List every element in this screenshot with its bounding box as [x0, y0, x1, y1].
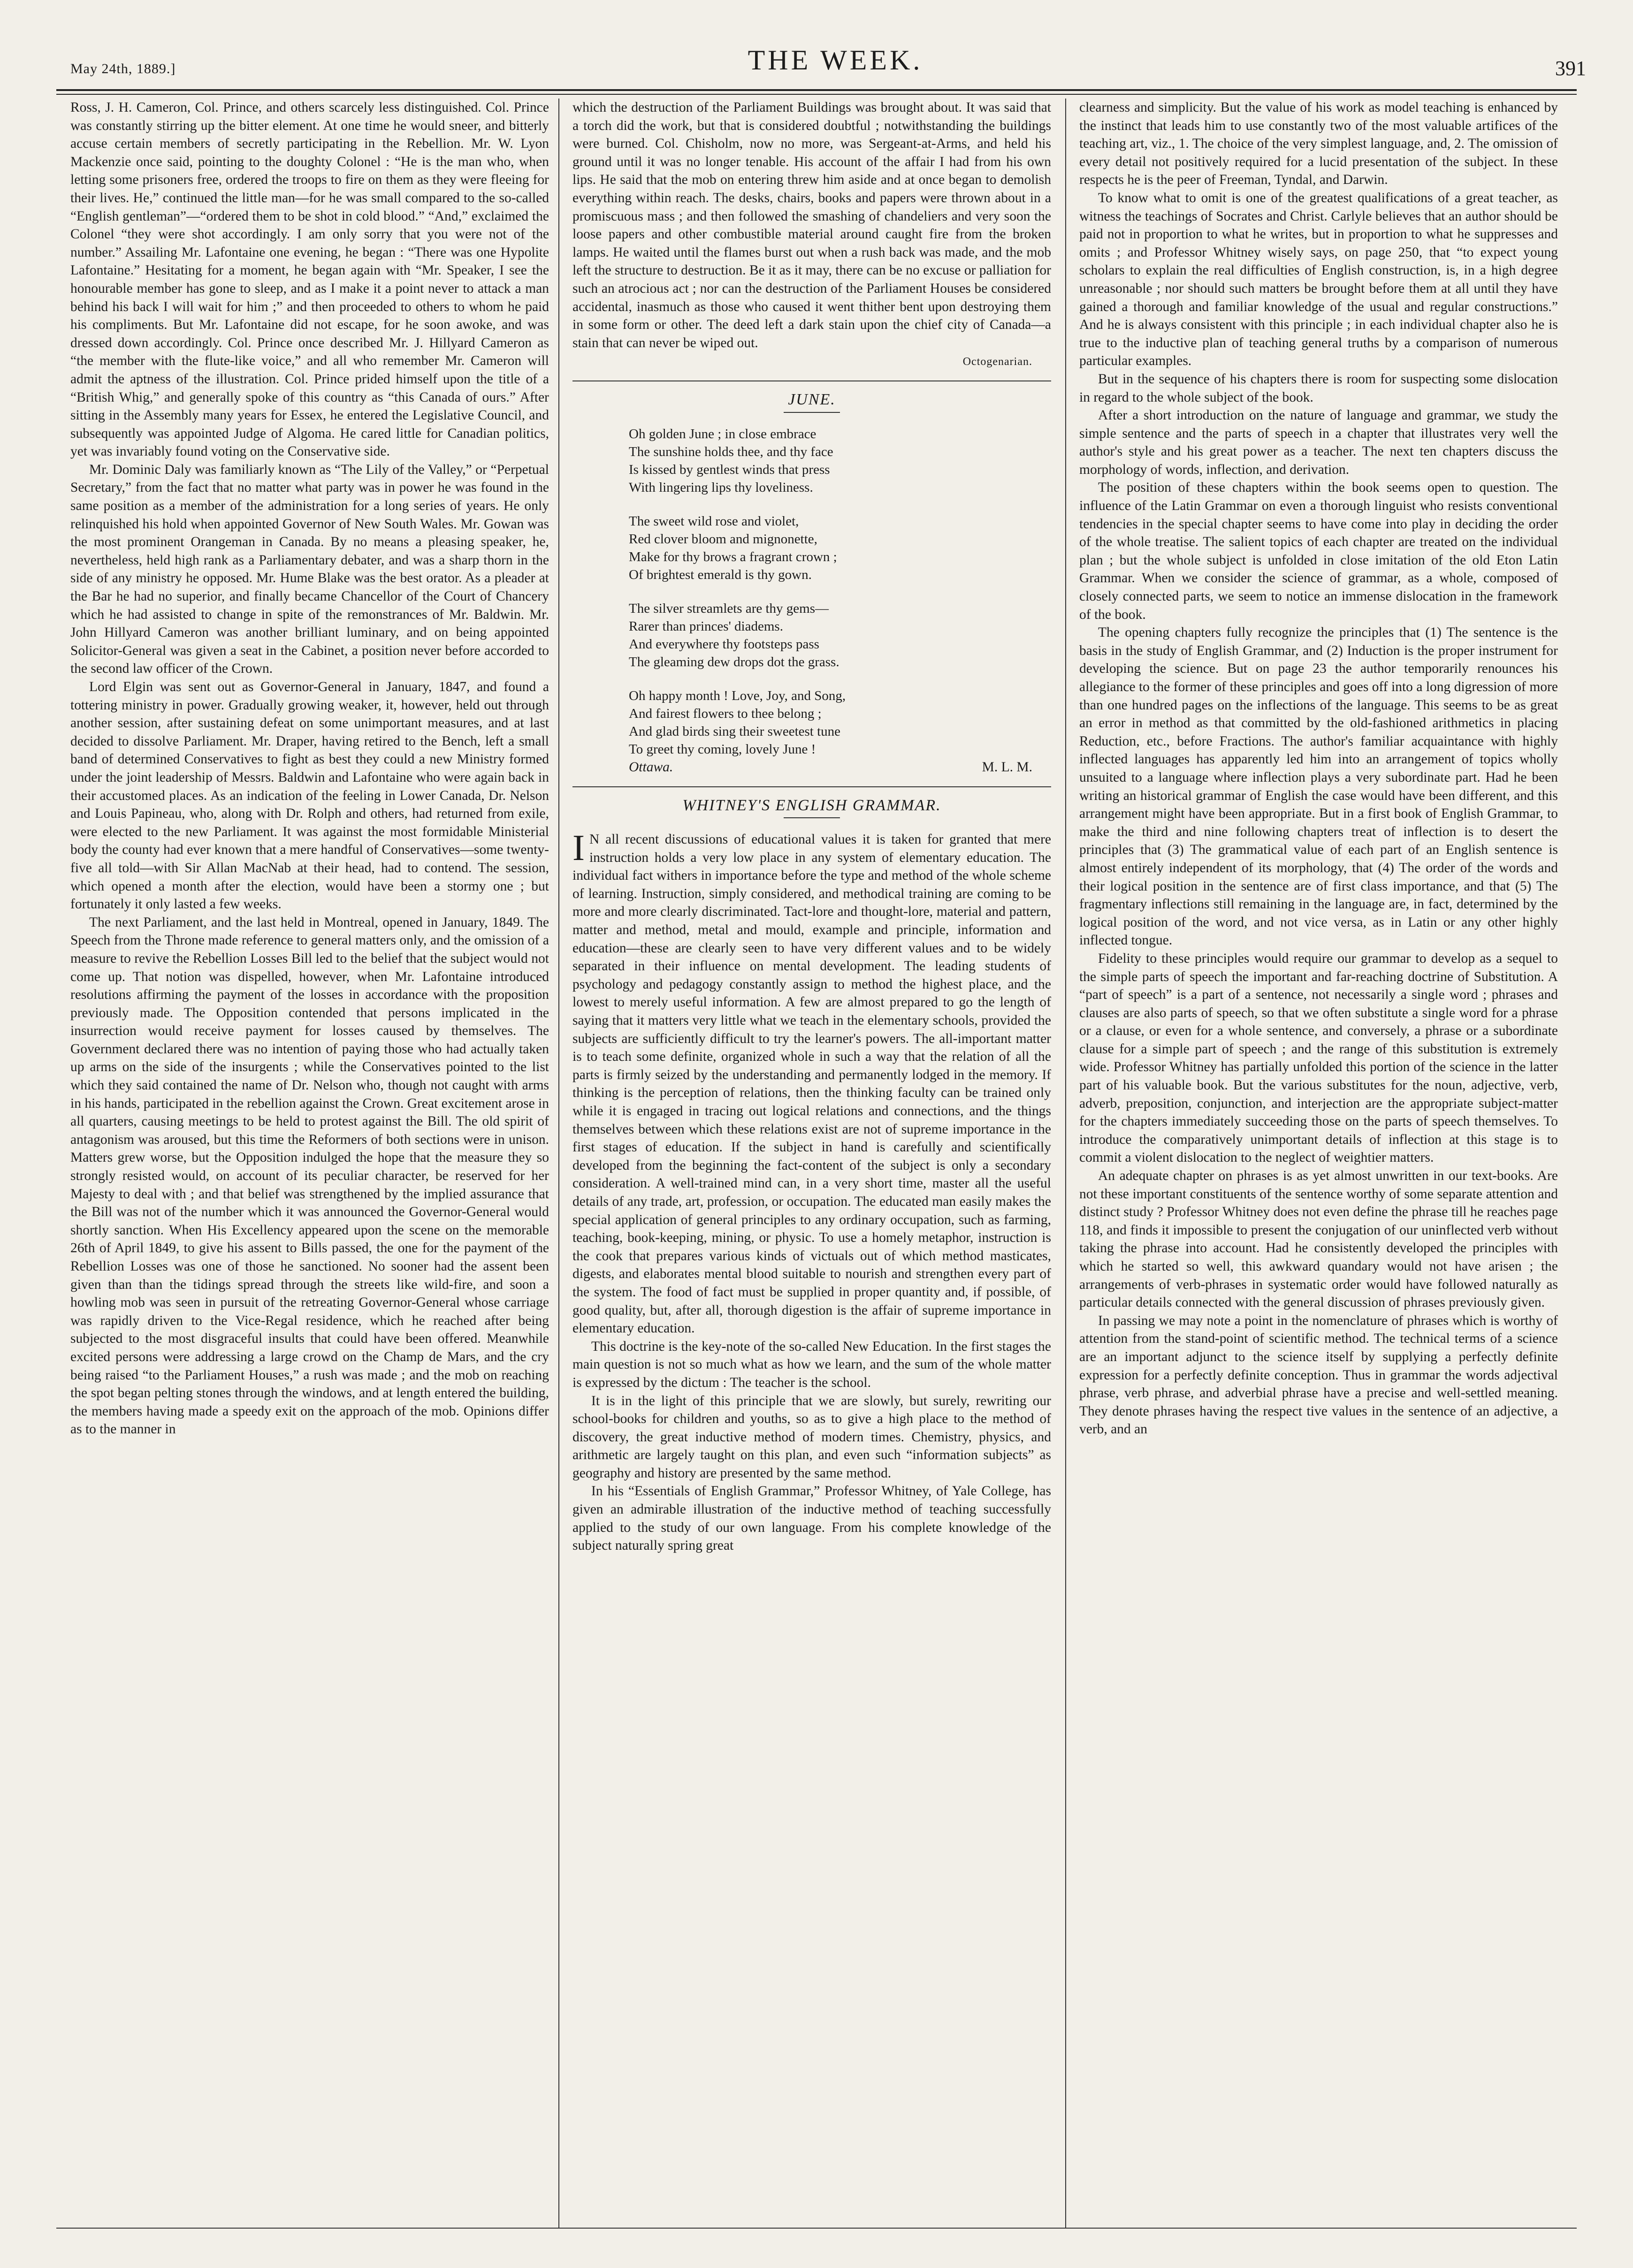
paragraph: Mr. Dominic Daly was familiarly known as “The Lily of the Valley,” or “Perpetual Secretary,” from the fact that no matter what party was in power he was found in the same position as a member of the administration for a long series of years. He only relinquished his hold when appointed Governor of New South Wales. Mr. Gowan was the most prominent Orangeman in Canada. By no means a pleasing speaker, he, nevertheless, held high rank as a Parliamentary debater, and was a sharp thorn in the side of any ministry he opposed. Mr. Hume Blake was the best orator. As a pleader at the Bar he had no superior, and finally became Chancellor of the Court of Chancery which he had assisted to change in spite of the remonstrances of Mr. Baldwin. Mr. John Hillyard Cameron was another brilliant luminary, and on being appointed Solicitor-General was given a seat in the Cabinet, a position never before accorded to the second law officer of the Crown.: [70, 462, 549, 677]
poem-line: The gleaming dew drops dot the grass.: [629, 654, 839, 670]
poem-stanza: [629, 687, 1051, 758]
paragraph: To know what to omit is one of the greatest qualifications of a great teacher, as witness the teachings of Socrates and Christ. Carlyle believes that an author should be paid not in proportion to what he writes, but in proportion to what he suppresses and omits ; and Professor Whitney wisely says, on page 250, that “to expect young scholars to explain the real difficulties of English construction, is, in a high degree unreasonable ; nor should such matters be brought before them at all until they have gained a thorough and familiar knowledge of the usual and regular constructions.” And he is always consistent with this principle ; in each individual chapter also he is true to the inductive plan of teaching general truths by a comparison of numerous particular examples.: [1079, 190, 1558, 369]
paragraph: The opening chapters fully recognize the principles that (1) The sentence is the basis in the study of English Grammar, and (2) Induction is the proper instrument for developing the science. But on page 23 the author temporarily renounces his allegiance to the former of these principles and goes off into a long digression of more than one hundred pages on the inflections of the language. This seems to be as great an error in method as that committed by the old-fashioned arithmetics in placing Reduction, etc., before Fractions. The author's familiar acquaintance with highly inflected languages has apparently led him into an arrangement of topics wholly unsuited to a language where inflection plays a very subordinate part. Had he been writing an historical grammar of English the case would have been different, and this arrangement might have been appropriate. But in a first book of English Grammar, to make the third and nine following chapters treat of inflection is to desert the principles that (3) The grammatical value of each part of an English sentence is almost entirely independent of its morphology, that (4) The order of the words and their logical position in the sentence are of first class importance, and that (5) The fragmentary inflections still remaining in the language are, in fact, determined by the logical position of the word, and not vice versa, as in Latin or any other highly inflected tongue.: [1079, 625, 1558, 948]
header-rule: [56, 89, 1577, 95]
poem-line: And glad birds sing their sweetest tune: [629, 723, 841, 739]
poem-line: Rarer than princes' diadems.: [629, 618, 783, 634]
poem-line: And everywhere thy footsteps pass: [629, 636, 819, 652]
page-number: 391: [1555, 57, 1586, 80]
poem-place: Ottawa.: [629, 759, 673, 775]
title-rule: [784, 412, 840, 413]
column-3: [1079, 99, 1558, 2219]
poem-stanza: [629, 600, 1051, 671]
paragraph: After a short introduction on the nature of language and grammar, we study the simple sentence and the parts of speech in a chapter that illustrates very well the author's style and his great power as a teacher. The next ten chapters discuss the morphology of words, inflection, and derivation.: [1079, 408, 1558, 477]
newspaper-page: [56, 38, 1614, 2243]
poem-line: The sweet wild rose and violet,: [629, 513, 799, 529]
poem-line: And fairest flowers to thee belong ;: [629, 706, 822, 721]
paragraph: Ross, J. H. Cameron, Col. Prince, and others scarcely less distinguished. Col. Prince was constantly stirring up the bitter element. At one time he would sneer, and bitterly accuse certain members of secretly participating in the Rebellion. Mr. W. Lyon Mackenzie once said, pointing to the doughty Colonel : “He is the man who, when letting some prisoners free, ordered the troops to fire on them as they were fleeing for their lives. He,” continued the little man—for he was small compared to the so-called “English gentleman”—“ordered them to be shot in cold blood.” “And,” exclaimed the Colonel “they were shot accordingly. I am only sorry that you were not of the number.” Assailing Mr. Lafontaine one evening, he began : “There was one Hypolite Lafontaine.” Hesitating for a moment, he began again with “Mr. Speaker, I see the honourable member has gone to sleep, and as I make it a point never to attack a man behind his back I will wait for him ;” and then proceeded to others to whom he paid his compliments. But Mr. Lafontaine did not escape, for he soon awoke, and was dressed down accordingly. Col. Prince once described Mr. J. Hillyard Cameron as “the member with the flute-like voice,” and all who remember Mr. Cameron will admit the aptness of the illustration. Col. Prince prided himself upon the title of a “British Whig,” and generally spoke of this country as “this Canada of ours.” After sitting in the Assembly many years for Essex, he entered the Legislative Council, and subsequently was appointed Judge of Algoma. He cared little for Canadian politics, yet was invariably found voting on the Conservative side.: [70, 100, 549, 459]
paragraph: which the destruction of the Parliament Buildings was brought about. It was said that a torch did the work, but that is considered doubtful ; notwithstanding the buildings were burned. Col. Chisholm, now no more, was Sergeant-at-Arms, and held his ground until it was no longer tenable. His account of the affair I had from his own lips. He said that the mob on entering threw him aside and at once began to demolish everything within reach. The desks, chairs, books and papers were thrown about in a promiscuous mass ; and then followed the smashing of chandeliers and very soon the loose papers and other combustible material around caught fire from the broken lamps. He waited until the flames burst out when a rush back was made, and the mob left the structure to destruction. Be it as it may, there can be no excuse or palliation for such an atrocious act ; nor can the destruction of the Parliament Houses be considered accidental, inasmuch as those who caused it went thither bent upon destroying them in some form or other. The deed left a dark stain upon the chief city of Canada—a stain that can never be wiped out.: [572, 100, 1051, 350]
paragraph: clearness and simplicity. But the value of his work as model teaching is enhanced by the instinct that leads him to use constantly two of the most valuable artifices of the teaching art, viz., 1. The choice of the very simplest language, and, 2. The omission of every detail not positively required for a lucid presentation of the subject. In these respects he is the peer of Freeman, Tyndal, and Darwin.: [1079, 100, 1558, 188]
poem-line: Make for thy brows a fragrant crown ;: [629, 549, 837, 564]
publication-title: THE WEEK.: [748, 45, 923, 76]
title-rule: [784, 817, 840, 818]
paragraph: The position of these chapters within the book seems open to question. The influence of the Latin Grammar on even a thorough linguist who resists conventional tendencies in the special chapter seems to have come into play in deciding the order of the whole treatise. The salient topics of each chapter are treated on the individual plan ; but the whole subject is unfolded in close imitation of the old Eton Latin Grammar. When we consider the science of grammar, as a whole, composed of closely connected parts, we seem to notice an immense dislocation in the framework of the book.: [1079, 480, 1558, 622]
issue-date: May 24th, 1889.]: [70, 61, 176, 76]
column-divider: [558, 99, 559, 2229]
poem-line: Oh golden June ; in close embrace: [629, 426, 816, 441]
drop-cap: I: [572, 827, 585, 868]
paragraph: Fidelity to these principles would require our grammar to develop as a sequel to the simple parts of speech the important and far-reaching doctrine of Substitution. A “part of speech” is a part of a sentence, not necessarily a single word ; phrases and clauses are also parts of speech, so that we often substitute a single word for a phrase or a clause, or even for a whole sentence, and conversely, a phrase or a subordinate clause for a simple part of speech ; and the range of this substitution is extremely wide. Professor Whitney has partially unfolded this portion of the science in the latter part of his valuable book. But the various substitutes for the noun, adjective, verb, adverb, preposition, conjunction, and interjection are the appropriate subject-matter for the chapters immediately succeeding those on the parts of speech themselves. To introduce the comparatively unimportant details of inflection at this stage is to commit a violent dislocation to the neglect of weightier matters.: [1079, 951, 1558, 1165]
poem-line: Oh happy month ! Love, Joy, and Song,: [629, 688, 846, 703]
paragraph: In his “Essentials of English Grammar,” Professor Whitney, of Yale College, has given an admirable illustration of the inductive method of teaching successfully applied to the study of our own language. From his complete knowledge of the subject naturally spring great: [572, 1484, 1051, 1553]
paragraph: [572, 827, 1051, 1338]
article-signature: Octogenarian.: [962, 356, 1032, 368]
poem-line: The sunshine holds thee, and thy face: [629, 444, 833, 459]
poem-stanza: [629, 512, 1051, 584]
poem-signature: [572, 758, 1051, 777]
section-divider: [572, 786, 1051, 787]
poem-line: Red clover bloom and mignonette,: [629, 531, 817, 547]
column-2: [572, 99, 1051, 2219]
poem-line: With lingering lips thy loveliness.: [629, 479, 813, 495]
poem-title: JUNE.: [788, 390, 836, 408]
paragraph: An adequate chapter on phrases is as yet almost unwritten in our text-books. Are not these important constituents of the sentence worthy of some separate attention and distinct study ? Professor Whitney does not even define the phrase till he reaches page 118, and finds it impossible to present the conjugation of our uninflected verb without taking the phrase into account. Had he consistently developed the principles with which he started so well, this awkward quandary would not have arisen ; the arrangements of verb-phrases in systematic order would have followed naturally as particular details connected with the general discussion of phrases previously given.: [1079, 1168, 1558, 1310]
paragraph: In passing we may note a point in the nomenclature of phrases which is worthy of attention from the stand-point of scientific method. The technical terms of a science are an important adjunct to the science itself by supplying a perfectly definite expression for a perfectly definite conception. Thus in grammar the words adjectival phrase, verb phrase, and adverbial phrase have a precise and well-settled meaning. They denote phrases having the respect tive values in the sentence of an adjective, a verb, and an: [1079, 1313, 1558, 1437]
paragraph-text: N all recent discussions of educational values it is taken for granted that mere instruction holds a very low place in any system of elementary education. The individual fact withers in importance before the type and method of the whole scheme of learning. Instruction, simply considered, and methodical training are coming to be more and more clearly discriminated. Tact-lore and thought-lore, material and pattern, matter and method, metal and mould, example and principle, information and education—these are clearly seen to have very different values and to be widely separated in their influence on mental development. The leading students of psychology and pedagogy constantly assign to method the highest place, and the lowest to merely useful information. A few are almost prepared to go the length of saying that it matters very little what we teach in the elementary schools, provided the subjects are sufficiently difficult to try the learner's powers. The all-important matter is to teach some definite, organized whole in such a way that the relation of all the parts is firmly seized by the understanding and permanently lodged in the memory. If thinking is the perception of relations, then the thinking faculty can be trained only while it is engaged in tracing out logical relations and connections, and the things themselves between which these relations exist are not of supreme importance in the first stages of education. If the subject in hand is carefully and scientifically developed from the beginning the fact-content of the subject is only a secondary consideration. A well-trained mind can, in a very short time, master all the useful details of any trade, art, profession, or occupation. The educated man easily makes the special application of general principles to any ordinary occupation, such as farming, teaching, book-keeping, mining, or physic. To use a homely metaphor, instruction is the cook that prepares various kinds of victuals out of which method masticates, digests, and elaborates mental blood suitable to nourish and strengthen every part of the system. The food of fact must be supplied in proper quantity and, if possible, of good quality, but, after all, thorough digestion is the affair of supreme importance in elementary education.: [572, 832, 1051, 1336]
column-divider: [1065, 99, 1066, 2229]
poem-stanza: [629, 425, 1051, 496]
poem-line: The silver streamlets are thy gems—: [629, 601, 829, 616]
paragraph: This doctrine is the key-note of the so-called New Education. In the first stages the main question is not so much what as how we learn, and the sum of the whole matter is expressed by the dictum : The teacher is the school.: [572, 1339, 1051, 1390]
footer-rule: [56, 2228, 1577, 2229]
poem-line: Of brightest emerald is thy gown.: [629, 567, 812, 582]
poem-line: Is kissed by gentlest winds that press: [629, 462, 830, 477]
page-header: [56, 38, 1614, 94]
poem: [572, 425, 1051, 758]
paragraph: But in the sequence of his chapters there is room for suspecting some dislocation in regard to the whole subject of the book.: [1079, 371, 1558, 405]
paragraph: The next Parliament, and the last held in Montreal, opened in January, 1849. The Speech from the Throne made reference to general matters only, and the omission of a measure to revive the Rebellion Losses Bill led to the belief that the subject would not come up. That notion was dispelled, however, when Mr. Lafontaine introduced resolutions affirming the payment of the losses in accordance with the proposition previously made. The Opposition contended that persons implicated in the insurrection would receive payment for losses caused by themselves. The Government declared there was no intention of paying those who had actually taken up arms on the side of the insurgents ; while the Conservatives pointed to the list which they said contained the name of Dr. Nelson who, though not caught with arms in his hands, participated in the rebellion against the Crown. Great excitement arose in all quarters, causing meetings to be held to protest against the Bill. The old spirit of antagonism was aroused, but this time the Reformers of both sections were in unison. Matters grew worse, but the Opposition indulged the hope that the measure they so strongly resisted would, on account of its peculiar character, be reserved for her Majesty to deal with ; and that belief was strengthened by the implied assurance that the Bill was not of the number which it was announced the Governor-General would shortly sanction. When His Excellency appeared upon the scene on the memorable 26th of April 1849, to give his assent to Bills passed, the one for the payment of the Rebellion Losses was one of those he sanctioned. No sooner had the assent been given than than the tidings spread through the streets like wild-fire, and soon a howling mob was seen in pursuit of the retreating Governor-General whose carriage was rapidly driven to the Vice-Regal residence, which he reached after being subjected to the most disgraceful insults that could have been offered. Meanwhile excited persons were addressing a large crowd on the Champ de Mars, and the cry being raised “to the Parliament Houses,” a rush was made ; and the mob on reaching the spot began pelting stones through the windows, and at length entered the building, the members having made a speedy exit on the approach of the mob. Opinions differ as to the manner in: [70, 914, 549, 1437]
article-title: WHITNEY'S ENGLISH GRAMMAR.: [682, 796, 941, 814]
column-1: [70, 99, 549, 2219]
paragraph: It is in the light of this principle that we are slowly, but surely, rewriting our school-books for children and youths, so as to give a high place to the method of discovery, the great inductive method of modern times. Chemistry, physics, and arithmetic are largely taught on this plan, and even such “information subjects” as geography and history are presented by the same method.: [572, 1393, 1051, 1481]
poem-author: M. L. M.: [982, 759, 1032, 775]
paragraph: Lord Elgin was sent out as Governor-General in January, 1847, and found a tottering ministry in power. Gradually growing weaker, it, however, held out through another session, after sustaining defeat on some unimportant measures, and at last decided to dissolve Parliament. Mr. Draper, having retired to the Bench, left a small band of determined Conservatives to fight as best they could a new Ministry formed under the joint leadership of Messrs. Baldwin and Lafontaine who were again back in their accustomed places. As an indication of the feeling in Lower Canada, Dr. Nelson and Louis Papineau, who, along with Dr. Rolph and others, had returned from exile, were elected to the new Parliament. It was against the most formidable Ministerial body the county had ever known that a mere handful of Conservatives—some twenty-five all told—with Sir Allan MacNab at their head, had to contend. The session, which opened a month after the election, would have been a stormy one ; but fortunately it only lasted a few weeks.: [70, 679, 549, 912]
poem-line: To greet thy coming, lovely June !: [629, 741, 816, 757]
